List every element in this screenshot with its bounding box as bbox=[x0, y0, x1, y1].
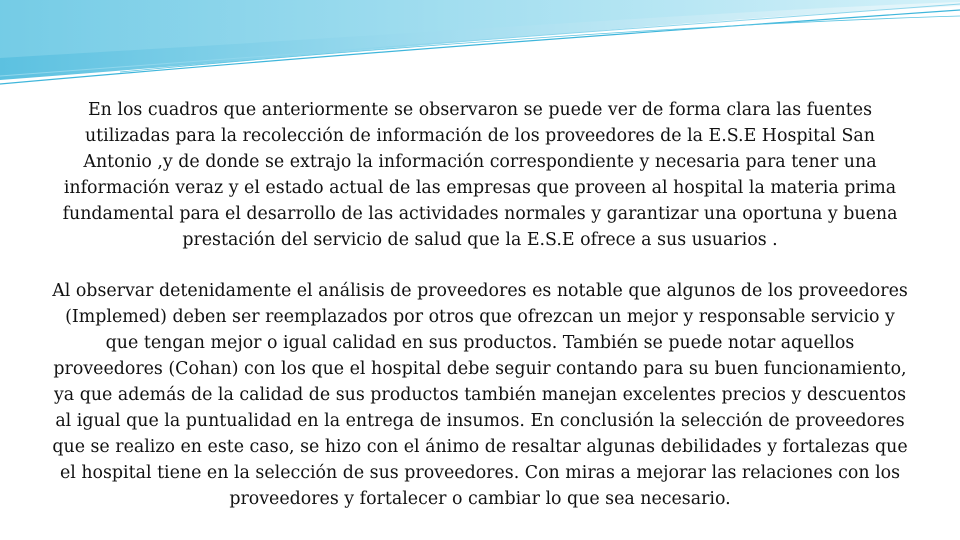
paragraph-1 bbox=[28, 98, 932, 253]
paragraph-2-line: que tengan mejor o igual calidad en sus productos. También se puede notar aquellos bbox=[105, 333, 855, 354]
paragraph-1-line: fundamental para el desarrollo de las actividades normales y garantizar una oportuna y buena bbox=[62, 203, 898, 224]
paragraph-2-line: ya que además de la calidad de sus productos también manejan excelentes precios y descuentos bbox=[53, 384, 906, 405]
paragraph-1-line: información veraz y el estado actual de las empresas que proveen al hospital la materia prima bbox=[63, 177, 897, 198]
paragraph-2-line: proveedores y fortalecer o cambiar lo que sea necesario. bbox=[229, 488, 731, 509]
paragraph-spacer bbox=[28, 253, 932, 279]
paragraph-1-line: Antonio ,y de donde se extrajo la información correspondiente y necesaria para tener una bbox=[83, 151, 877, 172]
paragraph-2-line: proveedores (Cohan) con los que el hospital debe seguir contando para su buen funcionamiento, bbox=[53, 359, 907, 380]
paragraph-2-line: (Implemed) deben ser reemplazados por otros que ofrezcan un mejor y responsable servicio y bbox=[65, 307, 895, 328]
paragraph-2-line: al igual que la puntualidad en la entrega de insumos. En conclusión la selección de proveedores bbox=[55, 410, 905, 431]
body-text bbox=[28, 98, 932, 512]
paragraph-2-line: que se realizo en este caso, se hizo con el ánimo de resaltar algunas debilidades y fortalezas que bbox=[52, 436, 908, 457]
paragraph-1-line: prestación del servicio de salud que la E.S.E ofrece a sus usuarios . bbox=[182, 229, 778, 250]
paragraph-1-line: utilizadas para la recolección de información de los proveedores de la E.S.E Hospital San bbox=[84, 125, 875, 146]
header-wave-decoration bbox=[0, 0, 960, 90]
paragraph-1-line: En los cuadros que anteriormente se observaron se puede ver de forma clara las fuentes bbox=[87, 100, 873, 120]
paragraph-2 bbox=[28, 279, 932, 512]
paragraph-2-line: el hospital tiene en la selección de sus proveedores. Con miras a mejorar las relaciones con los bbox=[59, 462, 901, 483]
paragraph-2-line: Al observar detenidamente el análisis de proveedores es notable que algunos de los proveedores bbox=[52, 281, 908, 302]
